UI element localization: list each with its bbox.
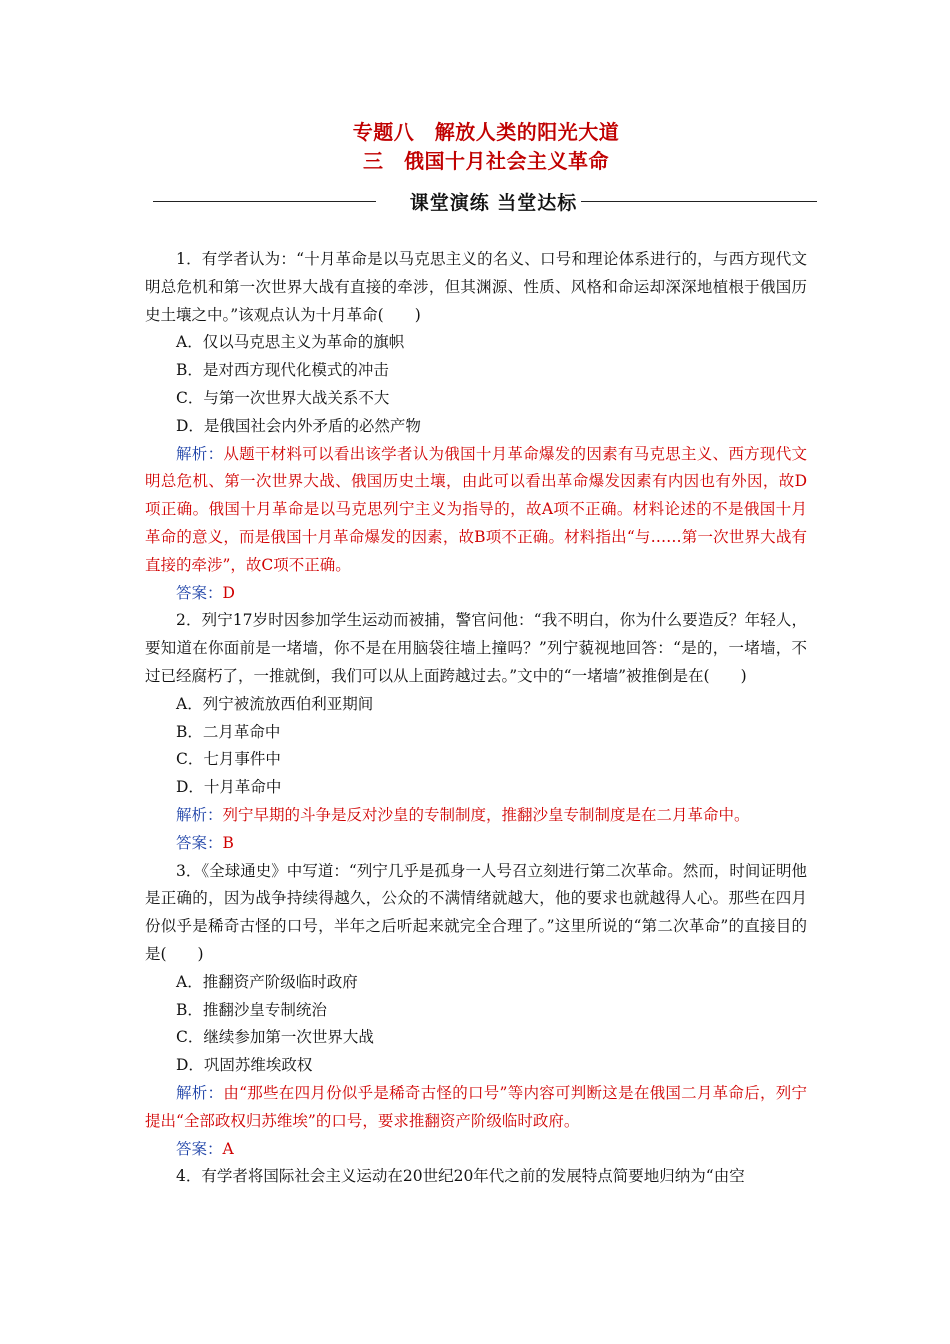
question-3-answer [145, 1136, 807, 1164]
question-1-option-d: D．是俄国社会内外矛盾的必然产物 [176, 416, 421, 435]
answer-value: A [222, 1139, 234, 1158]
question-2-option-c: C．七月事件中 [176, 750, 281, 769]
question-3-option-a: A．推翻资产阶级临时政府 [176, 972, 358, 991]
answer-tag: 答案： [176, 583, 223, 602]
answer-tag: 答案： [176, 1139, 223, 1158]
question-2-option-a: A．列宁被流放西伯利亚期间 [176, 694, 374, 713]
question-1-answer [145, 580, 807, 608]
title-line-1: 专题八 解放人类的阳光大道 [352, 120, 620, 144]
analysis-text: 从题干材料可以看出该学者认为俄国十月革命爆发的因素有马克思主义、西方现代文明总危机、第一次世界大战、俄国历史土壤，由此可以看出革命爆发因素有内因也有外因，故D项正确。俄国十月革命是以马克思列宁主义为指导的，故A项不正确。材料论述的不是俄国十月革命的意义，而是俄国十月革命爆发的因素，故B项不正确。材料指出“与……第一次世界大战有直接的牵涉”，故C项不正确。 [145, 444, 807, 574]
question-1-option-c: C．与第一次世界大战关系不大 [176, 388, 390, 407]
section-label: 课堂演练 当堂达标 [406, 188, 582, 215]
question-list [145, 246, 807, 1191]
question-2-analysis [145, 802, 807, 830]
answer-value: B [222, 833, 234, 852]
question-2-answer [145, 830, 807, 858]
answer-value: D [222, 583, 235, 602]
document-page [145, 118, 807, 1191]
question-4-stem: 4．有学者将国际社会主义运动在20世纪20年代之前的发展特点简要地归纳为“由空 [176, 1167, 745, 1186]
question-1-option-b: B．是对西方现代化模式的冲击 [176, 361, 389, 380]
question-3-analysis [145, 1080, 807, 1136]
analysis-text: 列宁早期的斗争是反对沙皇的专制制度，推翻沙皇专制制度是在二月革命中。 [222, 805, 750, 824]
analysis-text: 由“那些在四月份似乎是稀奇古怪的口号”等内容可判断这是在俄国二月革命后，列宁提出“全部政权归苏维埃”的口号，要求推翻资产阶级临时政府。 [145, 1083, 807, 1130]
section-header [145, 184, 807, 218]
section-rule-right [576, 201, 817, 202]
question-3-option-d: D．巩固苏维埃政权 [176, 1056, 313, 1075]
analysis-tag: 解析： [176, 805, 223, 824]
answer-tag: 答案： [176, 833, 223, 852]
question-3-stem: 3．《全球通史》中写道：“列宁几乎是孤身一人号召立刻进行第二次革命。然而，时间证明他是正确的，因为战争持续得越久，公众的不满情绪就越大，他的要求也就越得人心。那些在四月份似乎是稀奇古怪的口号，半年之后听起来就完全合理了。”这里所说的“第二次革命”的直接目的是( ) [145, 861, 807, 963]
title-line-2: 三 俄国十月社会主义革命 [363, 149, 609, 173]
question-2-option-b: B．二月革命中 [176, 722, 281, 741]
question-1-stem: 1．有学者认为：“十月革命是以马克思主义的名义、口号和理论体系进行的，与西方现代文明总危机和第一次世界大战有直接的牵涉，但其渊源、性质、风格和命运却深深地植根于俄国历史土壤之中。”该观点认为十月革命( ) [145, 250, 807, 324]
question-3-option-b: B．推翻沙皇专制统治 [176, 1000, 327, 1019]
section-rule-left [153, 201, 376, 202]
question-1-analysis [145, 441, 807, 580]
question-3-option-c: C．继续参加第一次世界大战 [176, 1028, 374, 1047]
question-1-option-a: A．仅以马克思主义为革命的旗帜 [176, 333, 405, 352]
analysis-tag: 解析： [176, 1083, 224, 1102]
question-2-option-d: D．十月革命中 [176, 778, 282, 797]
question-2-stem: 2．列宁17岁时因参加学生运动而被捕，警官问他：“我不明白，你为什么要造反？年轻人，要知道在你面前是一堵墙，你不是在用脑袋往墙上撞吗？”列宁藐视地回答：“是的，一堵墙，不过已经腐朽了，一推就倒，我们可以从上面跨越过去。”文中的“一堵墙”被推倒是在( ) [145, 611, 807, 685]
analysis-tag: 解析： [176, 444, 224, 463]
